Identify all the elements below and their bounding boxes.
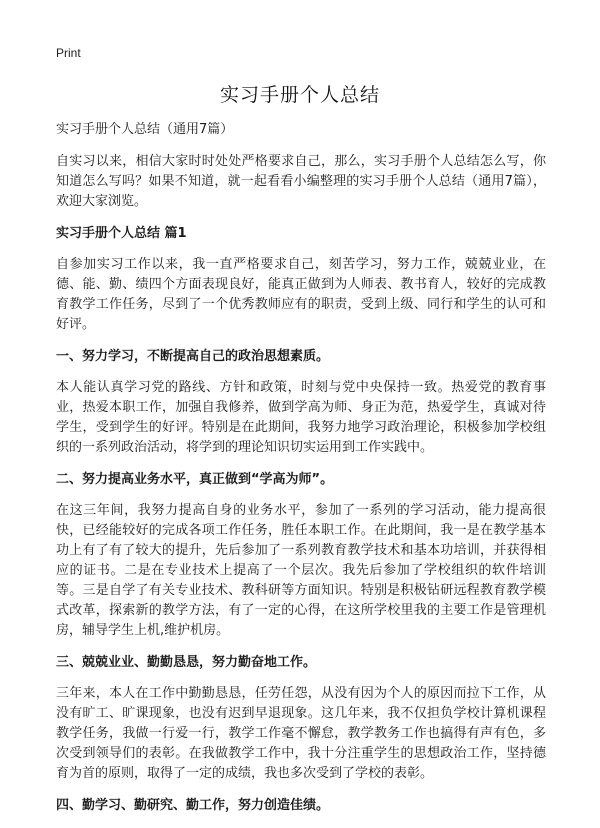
- section-heading-1: 一、努力学习，不断提高自己的政治思想素质。: [56, 349, 330, 364]
- article-paragraph: 自参加实习工作以来，我一直严格要求自己，刻苦学习，努力工作，兢兢业业，在德、能、勤、绩四个方面表现良好，能真正做到为人师表、教书育人，较好的完成教育教学工作任务，尽到了一个优秀教师应有的职责，受到上级、同行和学生的认可和好评。: [56, 257, 546, 332]
- article-heading: 实习手册个人总结 篇1: [56, 226, 187, 241]
- section-body-3: 三年来，本人在工作中勤勤恳恳，任劳任怨，从没有因为个人的原因而拉下工作，从没有旷工、旷课现象，也没有迟到早退现象。这几年来，我不仅担负学校计算机课程教学任务，我做一行爱一行，教学工作毫不懈怠，教学教务工作也搞得有声有色，多次受到领导们的表彰。在我做教学工作中，我十分注重学生的思想政治工作，坚持德育为首的原则，取得了一定的成绩，我也多次受到了学校的表彰。: [56, 686, 546, 781]
- print-link[interactable]: Print: [56, 46, 81, 60]
- section-heading-4: 四、勤学习、勤研究、勤工作，努力创造佳绩。: [56, 798, 330, 813]
- page-title: 实习手册个人总结: [219, 84, 380, 106]
- section-body-1: 本人能认真学习党的路线、方针和政策，时刻与党中央保持一致。热爱党的教育事业，热爱本职工作，加强自我修养，做到学高为师、身正为范，热爱学生，真诚对待学生，受到学生的好评。特别是在此期间，我努力地学习政治理论，积极参加学校组织的一系列政治活动，将学到的理论知识切实运用到工作实践中。: [56, 380, 546, 455]
- section-body-2: 在这三年间，我努力提高自身的业务水平，参加了一系列的学习活动，能力提高很快，已经能较好的完成各项工作任务，胜任本职工作。在此期间，我一是在教学基本功上有了有了较大的提升，先后参加了一系列教育教学技术和基本功培训，并获得相应的证书。二是在专业技术上提高了一个层次。我先后参加了学校组织的软件培训等。三是自学了有关专业技术、教科研等方面知识。特别是积极钻研远程教育教学模式改革，探索新的教学方法，有了一定的心得，在这所学校里我的主要工作是管理机房，辅导学生上机,维护机房。: [56, 503, 546, 638]
- section-heading-2: 二、努力提高业务水平，真正做到“学高为师”。: [56, 472, 334, 487]
- intro-paragraph: 自实习以来，相信大家时时处处严格要求自己，那么，实习手册个人总结怎么写，你知道怎么写吗？如果不知道，就一起看看小编整理的实习手册个人总结（通用7篇），欢迎大家浏览。: [56, 154, 546, 209]
- article-subtitle: 实习手册个人总结（通用7篇）: [56, 122, 234, 137]
- section-heading-3: 三、兢兢业业、勤勤恳恳，努力勤奋地工作。: [56, 655, 317, 670]
- article-body: [56, 120, 546, 827]
